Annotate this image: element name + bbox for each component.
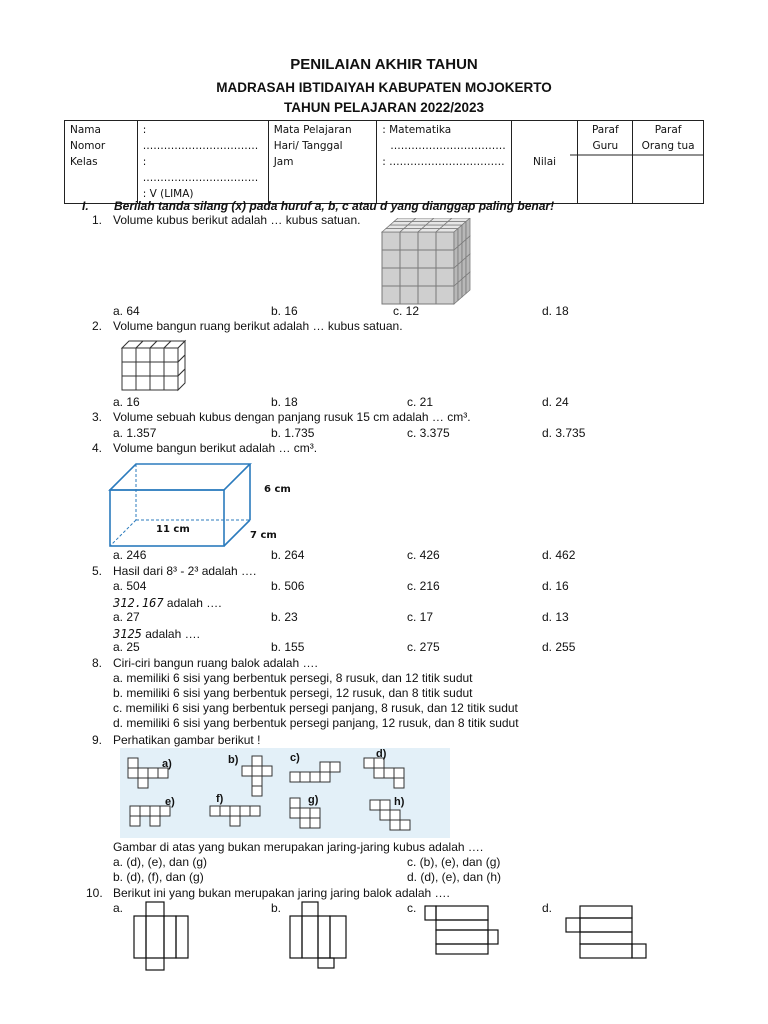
- q5-text: Hasil dari 8³ - 2³ adalah ….: [113, 564, 257, 578]
- kelas-value: : V (LIMA): [142, 188, 194, 200]
- block-front-cell: [150, 362, 164, 376]
- q9-net-c-cell: [320, 772, 330, 782]
- q9-net-f-cell: [220, 806, 230, 816]
- q9-option-c[interactable]: c. (b), (e), dan (g): [407, 855, 501, 869]
- q9-net-c-cell: [290, 772, 300, 782]
- cube-side-cell: [462, 276, 466, 298]
- q8-number: 8.: [92, 656, 103, 670]
- q1-option-b[interactable]: b. 16: [271, 304, 298, 318]
- block-front-cell: [164, 376, 178, 390]
- cube-front-cell: [382, 232, 400, 250]
- nama-label: Nama: [70, 124, 101, 136]
- q9-net-label-e: e): [165, 796, 175, 808]
- nomor-field[interactable]: : ……………………………: [142, 156, 259, 184]
- block-front-cell: [150, 376, 164, 390]
- q10-option-c[interactable]: c.: [407, 901, 417, 915]
- q10-nets-figure: [0, 898, 768, 998]
- q1-option-a[interactable]: a. 64: [113, 304, 140, 318]
- q9-net-h-cell: [370, 800, 380, 810]
- q5-option-c[interactable]: c. 216: [407, 579, 440, 593]
- q10-net-d: [566, 906, 646, 958]
- q6-option-c[interactable]: c. 17: [407, 610, 434, 624]
- q9-net-a-cell: [128, 768, 138, 778]
- q7-text: adalah ….: [141, 627, 200, 641]
- q4-option-b[interactable]: b. 264: [271, 548, 305, 562]
- q9-net-f-cell: [250, 806, 260, 816]
- q9-net-h-cell: [380, 800, 390, 810]
- q9-net-h-cell: [390, 810, 400, 820]
- q9-net-label-c: c): [290, 752, 300, 764]
- q4-label-width: 7 cm: [250, 530, 277, 541]
- q10-net-c: [425, 906, 498, 954]
- cube-front-cell: [400, 286, 418, 304]
- q8-option-b[interactable]: b. memiliki 6 sisi yang berbentuk persegi, 12 rusuk, dan 8 titik sudut: [113, 686, 473, 700]
- q10-option-b[interactable]: b.: [271, 901, 282, 915]
- q9-net-label-g: g): [308, 794, 319, 806]
- q9-net-h-cell: [390, 820, 400, 830]
- q9-net-g-cell: [300, 808, 310, 818]
- q9-net-label-a: a): [162, 758, 172, 770]
- q4-label-height: 6 cm: [264, 484, 291, 495]
- nomor-label: Nomor: [70, 140, 106, 152]
- q9-net-b-cell: [252, 756, 262, 766]
- q9-net-d-cell: [394, 778, 404, 788]
- q9-net-b-cell: [242, 766, 252, 776]
- school-year: TAHUN PELAJARAN 2022/2023: [283, 100, 485, 115]
- q9-net-e-cell: [140, 806, 150, 816]
- cube-front-cell: [418, 250, 436, 268]
- hari-field[interactable]: ……………………………: [390, 140, 506, 152]
- q10-option-a[interactable]: a.: [113, 901, 124, 915]
- school-name: MADRASAH IBTIDAIYAH KABUPATEN MOJOKERTO: [216, 80, 552, 95]
- q3-option-a[interactable]: a. 1.357: [113, 426, 157, 440]
- q4-option-c[interactable]: c. 426: [407, 548, 440, 562]
- q9-net-f-cell: [240, 806, 250, 816]
- q7-option-d[interactable]: d. 255: [542, 640, 576, 654]
- q9-option-d[interactable]: d. (d), (e), dan (h): [407, 870, 502, 884]
- q4-option-d[interactable]: d. 462: [542, 548, 576, 562]
- hari-label: Hari/ Tanggal: [273, 140, 343, 152]
- block-front-cell: [164, 348, 178, 362]
- cube-front-cell: [400, 250, 418, 268]
- paraf-ortu-label-1: Paraf: [654, 124, 682, 136]
- q9-option-a[interactable]: a. (d), (e), dan (g): [113, 855, 208, 869]
- q7-option-b[interactable]: b. 155: [271, 640, 305, 654]
- q9-net-h-cell: [380, 810, 390, 820]
- q2-option-b[interactable]: b. 18: [271, 395, 298, 409]
- block-front-cell: [136, 376, 150, 390]
- jam-field[interactable]: : ……………………………: [382, 156, 505, 168]
- q1-option-d[interactable]: d. 18: [542, 304, 569, 318]
- q7-option-a[interactable]: a. 25: [113, 640, 140, 654]
- q2-text: Volume bangun ruang berikut adalah … kubus satuan.: [113, 319, 403, 333]
- cube-front-cell: [400, 268, 418, 286]
- q6-option-a[interactable]: a. 27: [113, 610, 140, 624]
- q10-option-d[interactable]: d.: [542, 901, 553, 915]
- q5-option-a[interactable]: a. 504: [113, 579, 147, 593]
- cube-front-cell: [436, 286, 454, 304]
- student-info-table: [64, 120, 704, 204]
- q5-option-b[interactable]: b. 506: [271, 579, 305, 593]
- q7-formula: 3125: [113, 627, 142, 641]
- block-front-cell: [136, 348, 150, 362]
- q3-option-d[interactable]: d. 3.735: [542, 426, 586, 440]
- q9-net-c-cell: [320, 762, 330, 772]
- q8-option-d[interactable]: d. memiliki 6 sisi yang berbentuk persegi panjang, 12 rusuk, dan 8 titik sudut: [113, 716, 519, 730]
- q9-net-d-cell: [394, 768, 404, 778]
- q9-net-a-cell: [138, 778, 148, 788]
- q9-net-f-cell: [230, 816, 240, 826]
- q9-net-d-cell: [374, 768, 384, 778]
- q8-option-a[interactable]: a. memiliki 6 sisi yang berbentuk persegi, 8 rusuk, dan 12 titik sudut: [113, 671, 473, 685]
- block-front-cell: [122, 376, 136, 390]
- q10-number: 10.: [86, 886, 103, 900]
- q9-net-b-cell: [262, 766, 272, 776]
- q9-net-label-h: h): [394, 796, 405, 808]
- q1-option-c[interactable]: c. 12: [393, 304, 420, 318]
- q4-number: 4.: [92, 441, 103, 455]
- q4-option-a[interactable]: a. 246: [113, 548, 147, 562]
- q2-number: 2.: [92, 319, 103, 333]
- q2-block-figure: [120, 336, 210, 396]
- cube-front-cell: [436, 250, 454, 268]
- q6-option-d[interactable]: d. 13: [542, 610, 569, 624]
- cube-side-cell: [458, 279, 462, 301]
- mapel-label: Mata Pelajaran: [273, 124, 352, 136]
- q1-cube-figure: [380, 218, 490, 308]
- block-front-cell: [150, 348, 164, 362]
- section-number: I.: [82, 199, 89, 213]
- q10-text: Berikut ini yang bukan merupakan jaring jaring balok adalah ….: [113, 886, 450, 900]
- q5-number: 5.: [92, 564, 103, 578]
- q9-net-c-cell: [310, 772, 320, 782]
- q9-question: Gambar di atas yang bukan merupakan jaring-jaring kubus adalah ….: [113, 840, 484, 854]
- q9-net-a-cell: [138, 768, 148, 778]
- q7-option-c[interactable]: c. 275: [407, 640, 440, 654]
- page-title: PENILAIAN AKHIR TAHUN: [290, 56, 478, 73]
- cube-front-cell: [382, 286, 400, 304]
- cube-front-cell: [382, 250, 400, 268]
- q9-net-d-cell: [364, 758, 374, 768]
- cube-front-cell: [418, 286, 436, 304]
- q9-net-label-b: b): [228, 754, 239, 766]
- q9-text: Perhatikan gambar berikut !: [113, 733, 261, 747]
- q9-net-b-cell: [252, 766, 262, 776]
- q4-label-length: 11 cm: [156, 524, 190, 535]
- q9-net-g-cell: [310, 818, 320, 828]
- nilai-label: Nilai: [533, 156, 557, 168]
- q3-option-c[interactable]: c. 3.375: [407, 426, 450, 440]
- kelas-label: Kelas: [70, 156, 98, 168]
- block-front-cell: [136, 362, 150, 376]
- block-front-cell: [122, 362, 136, 376]
- q9-net-f-cell: [210, 806, 220, 816]
- q2-option-a[interactable]: a. 16: [113, 395, 140, 409]
- q9-net-c-cell: [330, 762, 340, 772]
- cube-front-cell: [436, 232, 454, 250]
- nama-field[interactable]: : ……………………………: [142, 124, 259, 152]
- q1-text: Volume kubus berikut adalah … kubus satuan.: [113, 213, 361, 227]
- cube-side-cell: [466, 272, 470, 294]
- cube-front-cell: [400, 232, 418, 250]
- q9-net-g-cell: [290, 808, 300, 818]
- q3-text: Volume sebuah kubus dengan panjang rusuk 15 cm adalah … cm³.: [113, 410, 471, 424]
- q2-option-d[interactable]: d. 24: [542, 395, 569, 409]
- q3-number: 3.: [92, 410, 103, 424]
- q9-net-a-cell: [148, 768, 158, 778]
- q3-option-b[interactable]: b. 1.735: [271, 426, 315, 440]
- q9-net-b-cell: [252, 776, 262, 786]
- q9-net-f-cell: [230, 806, 240, 816]
- q2-option-c[interactable]: c. 21: [407, 395, 434, 409]
- q8-option-c[interactable]: c. memiliki 6 sisi yang berbentuk persegi panjang, 8 rusuk, dan 12 titik sudut: [113, 701, 518, 715]
- q9-net-e-cell: [150, 806, 160, 816]
- q9-net-h-cell: [400, 820, 410, 830]
- paraf-guru-label-1: Paraf: [591, 124, 619, 136]
- q4-text: Volume bangun berikut adalah … cm³.: [113, 441, 318, 455]
- q9-net-c-cell: [300, 772, 310, 782]
- q1-number: 1.: [92, 213, 103, 227]
- block-front-cell: [122, 348, 136, 362]
- q6-formula: 312.167: [113, 596, 164, 610]
- q9-net-label-d: d): [376, 748, 387, 760]
- q8-text: Ciri-ciri bangun ruang balok adalah ….: [113, 656, 318, 670]
- q9-net-a-cell: [128, 758, 138, 768]
- mapel-value: : Matematika: [382, 124, 452, 136]
- q9-option-b[interactable]: b. (d), (f), dan (g): [113, 870, 204, 884]
- q9-net-g-cell: [300, 818, 310, 828]
- q9-net-e-cell: [130, 806, 140, 816]
- q9-number: 9.: [92, 733, 103, 747]
- paraf-ortu-label-2: Orang tua: [641, 140, 695, 152]
- q9-net-b-cell: [252, 786, 262, 796]
- q9-net-e-cell: [150, 816, 160, 826]
- block-front-cell: [164, 362, 178, 376]
- cube-side-cell: [454, 283, 458, 305]
- section-instruction: Berilah tanda silang (x) pada huruf a, b, c atau d yang dianggap paling benar!: [114, 199, 555, 213]
- jam-label: Jam: [273, 156, 294, 168]
- cube-front-cell: [418, 268, 436, 286]
- cube-front-cell: [418, 232, 436, 250]
- q10-net-b: [290, 902, 346, 968]
- q5-option-d[interactable]: d. 16: [542, 579, 569, 593]
- cube-front-cell: [436, 268, 454, 286]
- q9-net-label-f: f): [216, 793, 224, 805]
- q10-net-a: [134, 902, 188, 970]
- q9-net-d-cell: [384, 768, 394, 778]
- q6-option-b[interactable]: b. 23: [271, 610, 298, 624]
- q9-net-g-cell: [290, 798, 300, 808]
- paraf-guru-label-2: Guru: [592, 140, 619, 152]
- q9-net-e-cell: [130, 816, 140, 826]
- q9-net-g-cell: [310, 808, 320, 818]
- cube-front-cell: [382, 268, 400, 286]
- q6-text: adalah ….: [163, 596, 222, 610]
